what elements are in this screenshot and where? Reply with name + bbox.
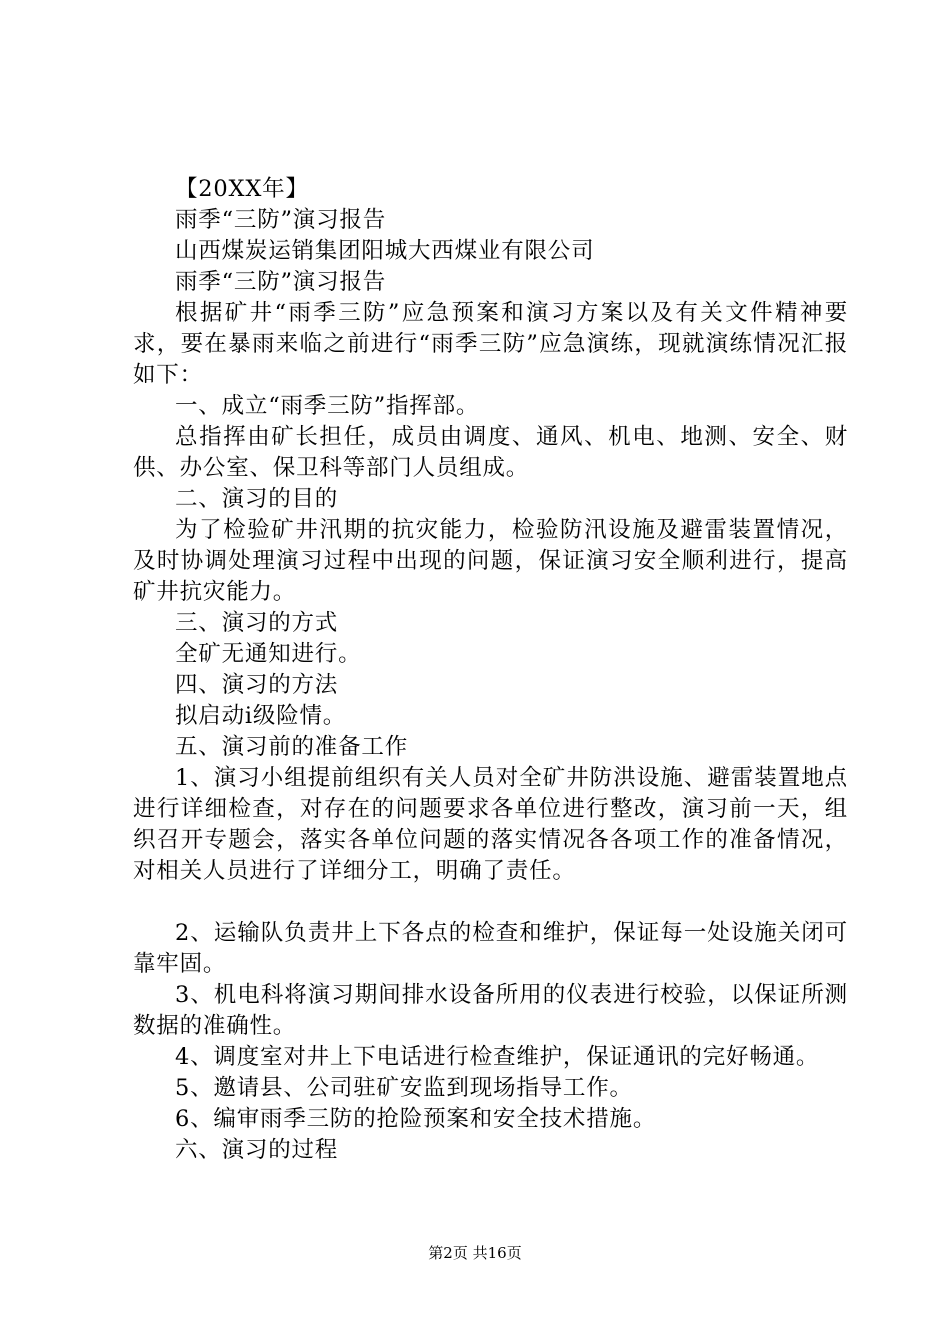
paragraph-section-3: 三、演习的方式	[175, 610, 339, 636]
paragraph-title-2: 雨季“三防”演习报告	[175, 269, 387, 295]
paragraph-company: 山西煤炭运销集团阳城大西煤业有限公司	[175, 238, 595, 264]
paragraph-title-1: 雨季“三防”演习报告	[175, 207, 387, 233]
paragraph-section-2: 二、演习的目的	[175, 486, 339, 512]
paragraph-intro: 根据矿井“雨季三防”应急预案和演习方案以及有关文件精神要求，要在暴雨来临之前进行“雨季三防”应急演练，现就演练情况汇报如下：	[133, 300, 848, 388]
paragraph-item-2: 2、运输队负责井上下各点的检查和维护，保证每一处设施关闭可靠牢固。	[133, 920, 848, 977]
paragraph-section-4-body: 拟启动ⅰ级险情。	[175, 703, 347, 729]
paragraph-section-4: 四、演习的方法	[175, 672, 339, 698]
paragraph-section-1-body: 总指挥由矿长担任，成员由调度、通风、机电、地测、安全、财供、办公室、保卫科等部门人员组成。	[133, 424, 848, 481]
paragraph-section-1: 一、成立“雨季三防”指挥部。	[175, 393, 480, 419]
paragraph-item-6: 6、编审雨季三防的抢险预案和安全技术措施。	[175, 1106, 657, 1132]
paragraph-section-6: 六、演习的过程	[175, 1137, 339, 1163]
document-body	[133, 174, 848, 1166]
paragraph-item-5: 5、邀请县、公司驻矿安监到现场指导工作。	[175, 1075, 633, 1101]
paragraph-item-4: 4、调度室对井上下电话进行检查维护，保证通讯的完好畅通。	[175, 1044, 820, 1070]
paragraph-item-1: 1、演习小组提前组织有关人员对全矿井防洪设施、避雷装置地点进行详细检查，对存在的问题要求各单位进行整改，演习前一天，组织召开专题会，落实各单位问题的落实情况各各项工作的准备情况，对相关人员进行了详细分工，明确了责任。	[133, 765, 848, 884]
paragraph-item-3: 3、机电科将演习期间排水设备所用的仪表进行校验，以保证所测数据的准确性。	[133, 982, 848, 1039]
paragraph-year-tag: 【20XX年】	[175, 176, 309, 202]
paragraph-section-3-body: 全矿无通知进行。	[175, 641, 362, 667]
paragraph-section-5: 五、演习前的准备工作	[175, 734, 409, 760]
paragraph-section-2-body: 为了检验矿井汛期的抗灾能力，检验防汛设施及避雷装置情况，及时协调处理演习过程中出现的问题，保证演习安全顺利进行，提高矿井抗灾能力。	[133, 517, 848, 605]
page-footer: 第2页 共16页	[428, 1244, 522, 1262]
